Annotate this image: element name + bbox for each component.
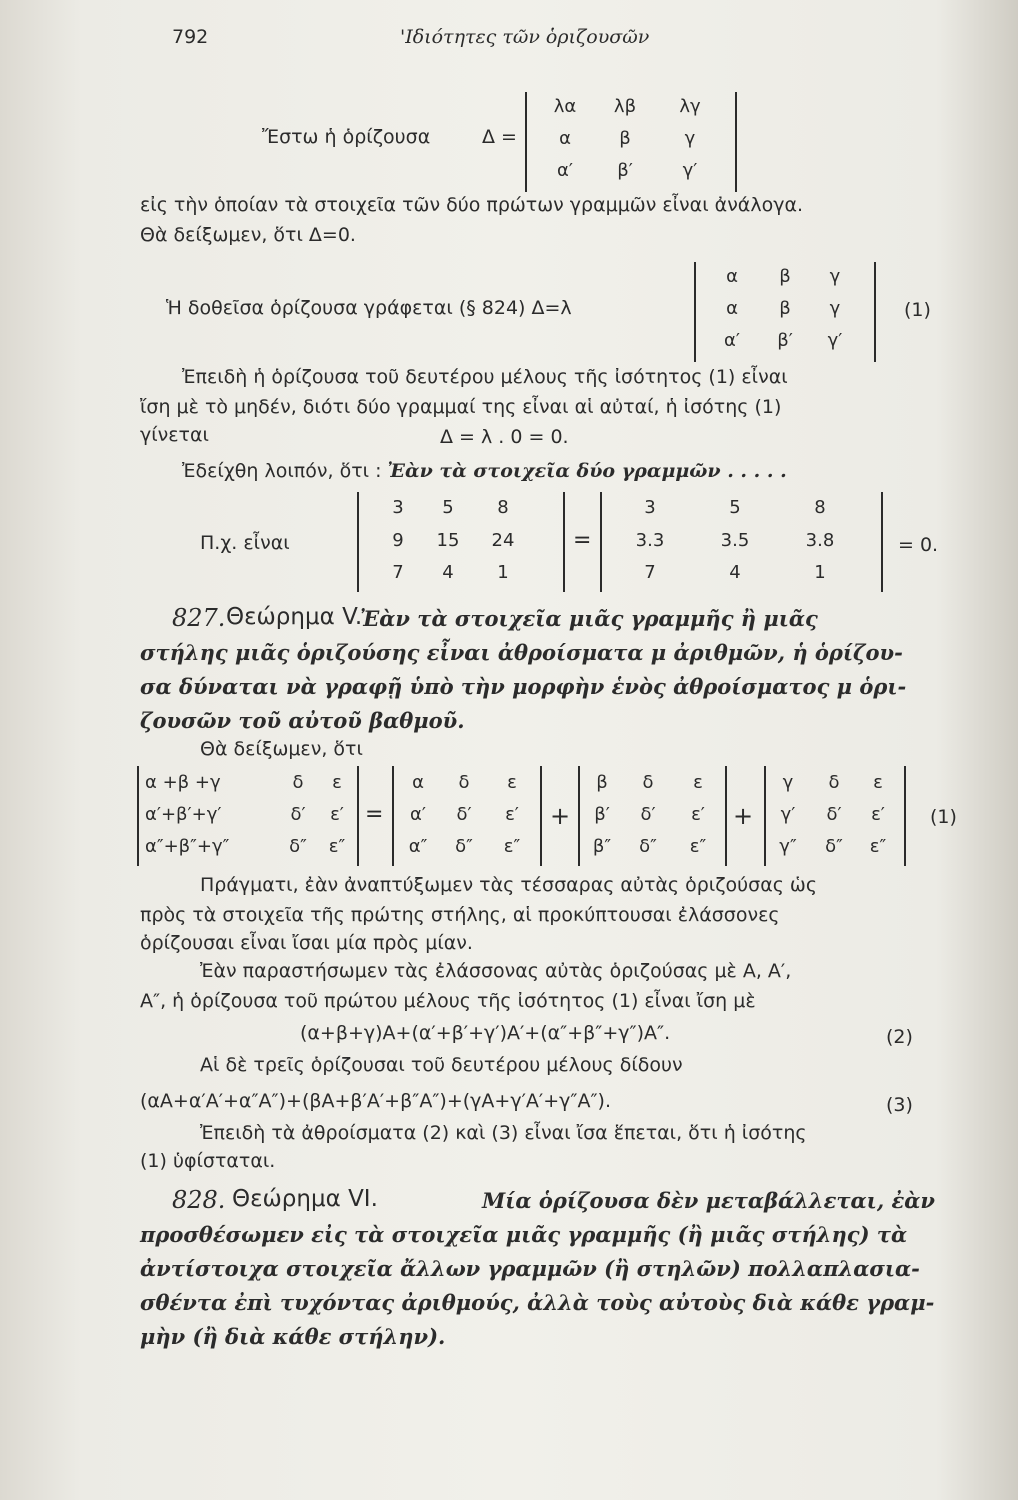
- det2-cell: γ′: [827, 330, 843, 351]
- det1-cell: β′: [617, 160, 633, 181]
- det1-label: Ἔστω ἡ ὁρίζουσα: [262, 126, 431, 148]
- section-number: 828.: [172, 1186, 226, 1214]
- d2-cell: δ: [642, 772, 654, 793]
- d3-cell: γ: [782, 772, 794, 793]
- det2-cell: β: [779, 266, 791, 287]
- d0-cell: δ: [292, 772, 304, 793]
- d3-cell: δ: [828, 772, 840, 793]
- paragraph-line: Θὰ δείξωμεν, ὅτι: [200, 738, 363, 760]
- d1-cell: ε′: [505, 804, 519, 825]
- ex-cell: 4: [442, 562, 454, 583]
- ex-cell: 3: [644, 497, 656, 518]
- det2-cell: α: [726, 266, 738, 287]
- page-number: 792: [172, 26, 209, 48]
- d0-cell: ε′: [330, 804, 344, 825]
- d2-cell: δ″: [639, 836, 657, 857]
- det2-cell: γ: [829, 298, 841, 319]
- d0-cell: α +β +γ: [145, 772, 221, 793]
- theorem-text: προσθέσωμεν εἰς τὰ στοιχεῖα μιᾶς γραμμῆς (ἢ μιᾶς στήλης) τὰ: [140, 1222, 908, 1247]
- det1-left-bar: [525, 92, 527, 192]
- ex-cell: 1: [497, 562, 509, 583]
- d3-bar: [764, 766, 766, 866]
- d2-cell: ε″: [689, 836, 707, 857]
- paragraph-line: γίνεται: [140, 424, 209, 446]
- theorem-text: σα δύναται νὰ γραφῇ ὑπὸ τὴν μορφὴν ἑνὸς ἀθροίσματος μ ὁρι-: [140, 674, 907, 699]
- theorem-text: ἀντίστοιχα στοιχεῖα ἄλλων γραμμῶν (ἢ στηλῶν) πολλαπλασια-: [140, 1256, 920, 1281]
- paragraph-line: Ἐὰν παραστήσωμεν τὰς ἐλάσσονας αὐτὰς ὁριζούσας μὲ Α, Α′,: [200, 960, 792, 982]
- d3-cell: δ″: [825, 836, 843, 857]
- d2-cell: ε′: [691, 804, 705, 825]
- d1-cell: ε: [507, 772, 517, 793]
- det1-cell: α′: [557, 160, 573, 181]
- d2-cell: δ′: [640, 804, 656, 825]
- paragraph-line: (1) ὑφίσταται.: [140, 1150, 276, 1172]
- formula: Δ = λ . 0 = 0.: [440, 426, 569, 448]
- d3-cell: ε′: [871, 804, 885, 825]
- det2-cell: α: [726, 298, 738, 319]
- d0-cell: δ′: [290, 804, 306, 825]
- d1-cell: δ′: [456, 804, 472, 825]
- ex-cell: 7: [644, 562, 656, 583]
- ex-cell: 15: [436, 530, 460, 551]
- ex-cell: 4: [729, 562, 741, 583]
- ex-cell: 5: [729, 497, 741, 518]
- d1-cell: δ: [458, 772, 470, 793]
- ex-right-bar: [600, 492, 602, 592]
- d1-bar: [392, 766, 394, 866]
- d1-cell: ε″: [503, 836, 521, 857]
- ex-left-bar: [563, 492, 565, 592]
- paragraph-line: Ἐπειδὴ ἡ ὁρίζουσα τοῦ δευτέρου μέλους τῆς ἰσότητος (1) εἶναι: [182, 366, 788, 388]
- det1-cell: λα: [553, 96, 577, 117]
- d2-bar: [725, 766, 727, 866]
- theorem-text: στήλης μιᾶς ὁριζούσης εἶναι ἀθροίσματα μ ἀριθμῶν, ἡ ὁρίζου-: [140, 640, 903, 665]
- d0-cell: ε: [332, 772, 342, 793]
- ex-cell: 7: [392, 562, 404, 583]
- det2-label: Ἡ δοθεῖσα ὁρίζουσα γράφεται (§ 824) Δ=λ: [166, 297, 572, 319]
- theorem-text: μὴν (ἢ διὰ κάθε στήλην).: [140, 1324, 446, 1349]
- ex-right-bar: [881, 492, 883, 592]
- d3-cell: γ′: [780, 804, 796, 825]
- paragraph-line: Πράγματι, ἐὰν ἀναπτύξωμεν τὰς τέσσαρας αὐτὰς ὁριζούσας ὡς: [200, 874, 817, 896]
- plus-sign: +: [550, 802, 571, 830]
- d3-cell: δ′: [826, 804, 842, 825]
- plus-sign: +: [733, 802, 754, 830]
- equals-zero: = 0.: [898, 534, 939, 556]
- d2-cell: β: [596, 772, 608, 793]
- theorem-text: Ἐὰν τὰ στοιχεῖα μιᾶς γραμμῆς ἢ μιᾶς: [360, 606, 818, 631]
- det1-cell: γ: [684, 128, 696, 149]
- theorem-text: σθέντα ἐπὶ τυχόντας ἀριθμούς, ἀλλὰ τοὺς αὐτοὺς διὰ κάθε γραμ-: [140, 1290, 935, 1315]
- det2-right-bar: [874, 262, 876, 362]
- det1-cell: λβ: [613, 96, 637, 117]
- d0-cell: α″+β″+γ″: [145, 836, 230, 857]
- d2-bar: [578, 766, 580, 866]
- ex-cell: 3: [392, 497, 404, 518]
- formula: (αΑ+α′Α′+α″Α″)+(βΑ+β′Α′+β″Α″)+(γΑ+γ′Α′+γ″Α″).: [140, 1090, 612, 1112]
- ex-cell: 8: [497, 497, 509, 518]
- paragraph-line: Αἱ δὲ τρεῖς ὁρίζουσαι τοῦ δευτέρου μέλους δίδουν: [200, 1054, 683, 1076]
- paragraph-line: εἰς τὴν ὁποίαν τὰ στοιχεῖα τῶν δύο πρώτων γραμμῶν εἶναι ἀνάλογα.: [140, 194, 804, 216]
- theorem-title: Θεώρημα V.: [226, 604, 363, 630]
- det1-right-bar: [735, 92, 737, 192]
- det1-cell: β: [619, 128, 631, 149]
- d0-cell: ε″: [328, 836, 346, 857]
- equation-number: (2): [886, 1026, 913, 1048]
- d2-cell: ε: [693, 772, 703, 793]
- d3-cell: ε″: [869, 836, 887, 857]
- theorem-text: Μία ὁρίζουσα δὲν μεταβάλλεται, ἐὰν: [482, 1188, 935, 1213]
- det2-cell: β: [779, 298, 791, 319]
- running-title: 'Ιδιότητες τῶν ὁριζουσῶν: [400, 26, 650, 48]
- theorem-title: Θεώρημα VI.: [232, 1186, 378, 1212]
- equation-number: (1): [904, 299, 931, 321]
- d3-cell: γ″: [779, 836, 797, 857]
- equals-sign: =: [573, 528, 592, 553]
- d2-cell: β′: [594, 804, 610, 825]
- section-number: 827.: [172, 604, 226, 632]
- d0-bar: [137, 766, 139, 866]
- example-label: Π.χ. εἶναι: [200, 532, 290, 554]
- paragraph-line: ὁρίζουσαι εἶναι ἴσαι μία πρὸς μίαν.: [140, 932, 473, 954]
- formula: (α+β+γ)Α+(α′+β′+γ′)Α′+(α″+β″+γ″)Α″.: [300, 1022, 671, 1044]
- paragraph-line: ἴση μὲ τὸ μηδέν, διότι δύο γραμμαί της εἶναι αἱ αὐταί, ἡ ἰσότης (1): [140, 396, 782, 418]
- d3-cell: ε: [873, 772, 883, 793]
- det1-cell: γ′: [682, 160, 698, 181]
- d0-bar: [357, 766, 359, 866]
- equation-number: (1): [930, 806, 957, 828]
- d1-cell: α: [412, 772, 424, 793]
- d0-cell: α′+β′+γ′: [145, 804, 222, 825]
- ex-cell: 3.8: [805, 530, 835, 551]
- det1-lhs: Δ =: [482, 126, 517, 148]
- theorem-text: ζουσῶν τοῦ αὐτοῦ βαθμοῦ.: [140, 708, 465, 733]
- equals-sign: =: [365, 802, 384, 827]
- ex-cell: 5: [442, 497, 454, 518]
- d0-cell: δ″: [289, 836, 307, 857]
- paragraph-line: Ἐδείχθη λοιπόν, ὅτι : Ἐὰν τὰ στοιχεῖα δύο γραμμῶν . . . . .: [182, 460, 787, 482]
- d1-bar: [540, 766, 542, 866]
- ex-cell: 3.3: [635, 530, 665, 551]
- ex-cell: 3.5: [720, 530, 750, 551]
- paragraph-line: Θὰ δείξωμεν, ὅτι Δ=0.: [140, 224, 356, 246]
- equation-number: (3): [886, 1094, 913, 1116]
- ex-cell: 8: [814, 497, 826, 518]
- paragraph-line: Α″, ἡ ὁρίζουσα τοῦ πρώτου μέλους τῆς ἰσότητος (1) εἶναι ἴση μὲ: [140, 990, 756, 1012]
- det1-cell: λγ: [679, 96, 701, 117]
- det1-cell: α: [559, 128, 571, 149]
- d1-cell: α′: [410, 804, 426, 825]
- ex-cell: 9: [392, 530, 404, 551]
- d1-cell: δ″: [455, 836, 473, 857]
- paragraph-line: πρὸς τὰ στοιχεῖα τῆς πρώτης στήλης, αἱ προκύπτουσαι ἐλάσσονες: [140, 904, 780, 926]
- d2-cell: β″: [592, 836, 612, 857]
- det2-cell: β′: [777, 330, 793, 351]
- det2-cell: γ: [829, 266, 841, 287]
- det2-left-bar: [694, 262, 696, 362]
- ex-cell: 1: [814, 562, 826, 583]
- ex-cell: 24: [491, 530, 515, 551]
- d1-cell: α″: [408, 836, 428, 857]
- ex-left-bar: [357, 492, 359, 592]
- d3-bar: [904, 766, 906, 866]
- det2-cell: α′: [724, 330, 740, 351]
- paragraph-line: Ἐπειδὴ τὰ ἀθροίσματα (2) καὶ (3) εἶναι ἴσα ἕπεται, ὅτι ἡ ἰσότης: [200, 1122, 807, 1144]
